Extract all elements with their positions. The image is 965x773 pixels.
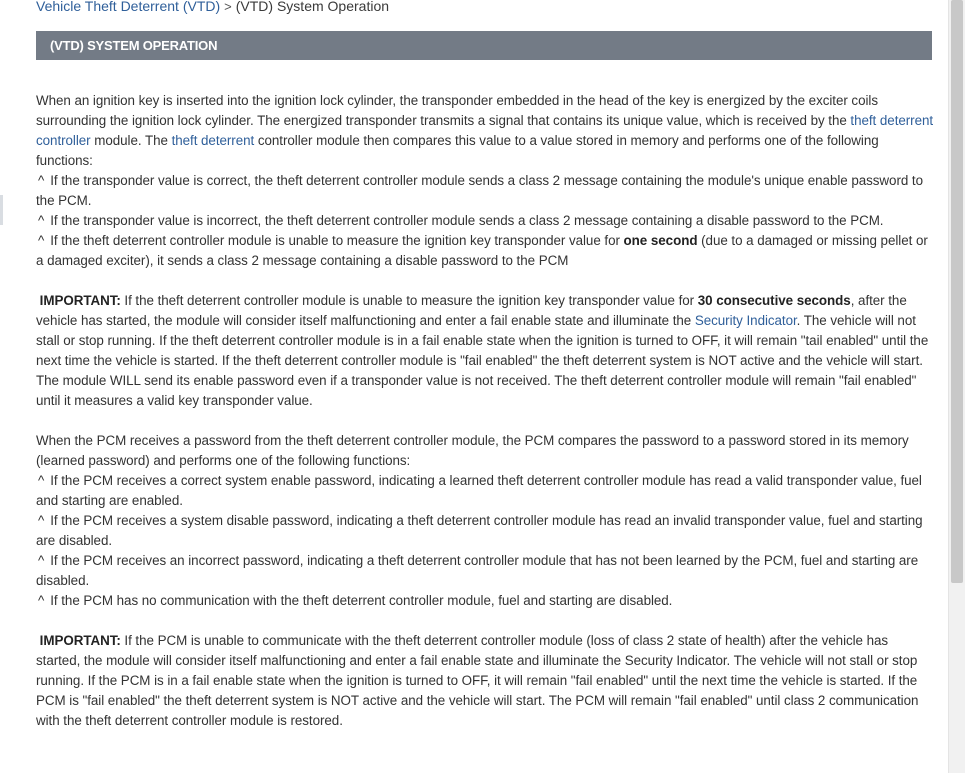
important-text-1: If the theft deterrent controller module is unable to measure the ignition key transponder value for [120, 293, 698, 308]
section-header: (VTD) SYSTEM OPERATION [36, 31, 932, 60]
list-item-text: If the PCM receives a correct system enable password, indicating a learned theft deterrent controller module has read a valid transponder value, fuel and starting are enabled. [36, 473, 922, 508]
important-label: IMPORTANT: [39, 293, 121, 308]
list-item [36, 231, 934, 271]
spacer [36, 611, 934, 631]
important-note-2 [36, 631, 934, 731]
list-item [36, 511, 934, 551]
list-item-text: If the transponder value is incorrect, the theft deterrent controller module sends a class 2 message containing a disable password to the PCM. [50, 213, 884, 228]
caret-icon: ^ [38, 513, 45, 528]
document-body [36, 91, 934, 731]
list-item-text: If the PCM receives a system disable password, indicating a theft deterrent controller module has read an invalid transponder value, fuel and starting are disabled. [36, 513, 923, 548]
intro-text-1: When an ignition key is inserted into the ignition lock cylinder, the transponder embedded in the head of the key is energized by the exciter coils surrounding the ignition lock cylinder. The energized transponder transmits a signal that contains its unique value, which is received by the [36, 93, 878, 128]
spacer [36, 271, 934, 291]
list-item-emphasis: one second [623, 233, 698, 248]
intro-text-3: controller module then compares this value to a value stored in memory and performs one of the following functions: [36, 133, 879, 168]
caret-icon: ^ [38, 593, 45, 608]
important-text: If the PCM is unable to communicate with the theft deterrent controller module (loss of class 2 state of health) after the vehicle has started, the module will consider itself malfunctioning and enter a fail enable state and illuminate the Security Indicator. The vehicle will not stall or stop running. If the PCM is in a fail enable state when the ignition is turned to OFF, it will remain "fail enabled" until the next time the vehicle is started. If the PCM is "fail enabled" the theft deterrent system is NOT active and the vehicle will start. The PCM will remain "fail enabled" until class 2 communication with the theft deterrent controller module is restored. [36, 633, 919, 728]
caret-icon: ^ [38, 233, 45, 248]
caret-icon: ^ [38, 553, 45, 568]
theft-deterrent-link[interactable]: theft deterrent [171, 133, 255, 148]
breadcrumb-current: (VTD) System Operation [235, 0, 390, 14]
security-indicator-link[interactable]: Security Indicator [694, 313, 797, 328]
caret-icon: ^ [38, 213, 45, 228]
important-text-2: , after the vehicle has started, the module will consider itself malfunctioning and enter a fail enable state and illuminate the [36, 293, 907, 328]
pcm-paragraph: When the PCM receives a password from the theft deterrent controller module, the PCM compares the password to a password stored in its memory (learned password) and performs one of the following functions: [36, 433, 909, 468]
scrollbar-thumb[interactable] [951, 0, 963, 583]
list-item [36, 171, 934, 211]
important-text-3: . The vehicle will not stall or stop running. If the theft deterrent controller module is in a fail enable state when the ignition is turned to OFF, it will remain "tail enabled" until the next time the vehicle is started. If the theft deterrent controller module is "fail enabled" the theft deterrent system is NOT active and the vehicle will start. The module WILL send its enable password even if a transponder value is not received. The theft deterrent controller module will remain "fail enabled" until it measures a valid key transponder value. [36, 313, 929, 408]
list-item [36, 471, 934, 511]
list-item-text: (due to a damaged or missing pellet or a damaged exciter), it sends a class 2 message containing a disable password to the PCM [36, 233, 928, 268]
important-emphasis: 30 consecutive seconds [697, 293, 851, 308]
breadcrumb-separator-icon: > [224, 0, 232, 14]
theft-deterrent-controller-link[interactable]: theft deterrent controller [36, 113, 934, 148]
caret-icon: ^ [38, 173, 45, 188]
important-label: IMPORTANT: [39, 633, 121, 648]
caret-icon: ^ [38, 473, 45, 488]
list-item [36, 551, 934, 591]
intro-paragraph [36, 91, 934, 171]
vertical-scrollbar[interactable] [948, 0, 965, 773]
list-item [36, 211, 934, 231]
list-item [36, 591, 934, 611]
breadcrumb-parent-link[interactable]: Vehicle Theft Deterrent (VTD) [36, 0, 221, 14]
list-item-text: If the PCM has no communication with the theft deterrent controller module, fuel and starting are disabled. [50, 593, 673, 608]
left-edge-marker [0, 195, 3, 225]
breadcrumb [36, 0, 389, 17]
important-note-1 [36, 291, 934, 411]
list-item-text: If the transponder value is correct, the theft deterrent controller module sends a class 2 message containing the module's unique enable password to the PCM. [36, 173, 923, 208]
list-item-text: If the theft deterrent controller module is unable to measure the ignition key transponder value for [50, 233, 624, 248]
list-item-text: If the PCM receives an incorrect password, indicating a theft deterrent controller module that has not been learned by the PCM, fuel and starting are disabled. [36, 553, 919, 588]
spacer [36, 411, 934, 431]
intro-text-2: module. The [90, 133, 172, 148]
left-edge [0, 0, 4, 773]
